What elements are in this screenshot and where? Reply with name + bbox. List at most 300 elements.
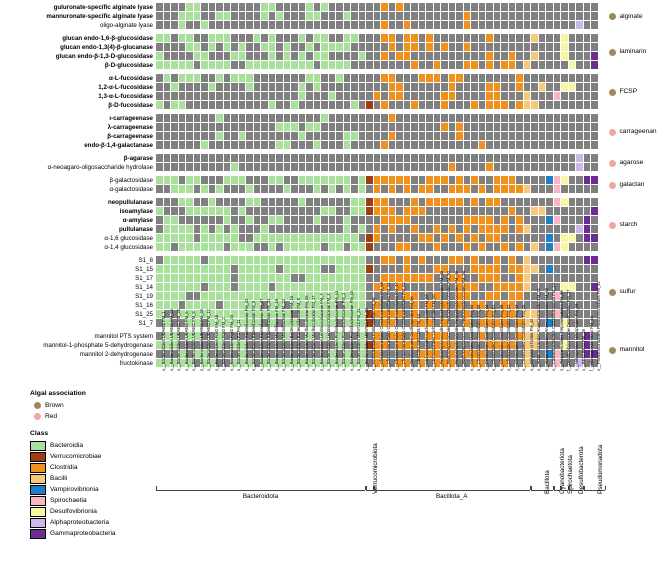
heatmap-cell [201, 92, 208, 100]
heatmap-cell [591, 256, 598, 264]
heatmap-cell [471, 283, 478, 291]
heatmap-cell [419, 92, 426, 100]
heatmap-cell [426, 52, 433, 60]
heatmap-cell [344, 176, 351, 184]
heatmap-cell [194, 225, 201, 233]
heatmap-cell [381, 114, 388, 122]
heatmap-cell [269, 154, 276, 162]
heatmap-cell [524, 101, 531, 109]
heatmap-cell [524, 265, 531, 273]
heatmap-cell [306, 154, 313, 162]
heatmap-cell [179, 274, 186, 282]
heatmap-cell [336, 3, 343, 11]
heatmap-cell [209, 101, 216, 109]
row-label: mannitol-1-phosphate 5-dehydrogenase [43, 341, 153, 349]
legend-label: Gammaproteobacteria [50, 530, 116, 537]
heatmap-cell [164, 74, 171, 82]
heatmap-cell [156, 256, 163, 264]
heatmap-cell [396, 21, 403, 29]
heatmap-cell [194, 176, 201, 184]
heatmap-cell [456, 61, 463, 69]
heatmap-cell [516, 216, 523, 224]
heatmap-cell [374, 141, 381, 149]
heatmap-cell [411, 74, 418, 82]
heatmap-cell [336, 132, 343, 140]
heatmap-cell [486, 176, 493, 184]
heatmap-cell [179, 52, 186, 60]
heatmap-cell [516, 3, 523, 11]
heatmap-cell [284, 274, 291, 282]
heatmap-cell [584, 132, 591, 140]
heatmap-cell [186, 207, 193, 215]
legend-swatch [30, 474, 46, 484]
column-label: o__Christensenellales Christensenellales FM_62 [401, 282, 406, 371]
heatmap-cell [299, 163, 306, 171]
heatmap-cell [179, 163, 186, 171]
heatmap-cell [186, 83, 193, 91]
heatmap-cell [224, 283, 231, 291]
heatmap-cell [164, 123, 171, 131]
heatmap-cell [336, 274, 343, 282]
heatmap-cell [471, 83, 478, 91]
heatmap-cell [411, 163, 418, 171]
heatmap-cell [524, 74, 531, 82]
heatmap-cell [501, 43, 508, 51]
row-label: glucan endo-1,3(4)-β-glucanase [60, 43, 153, 51]
heatmap-cell [494, 141, 501, 149]
heatmap-cell [201, 34, 208, 42]
heatmap-cell [201, 292, 208, 300]
heatmap-cell [261, 207, 268, 215]
heatmap-cell [554, 256, 561, 264]
heatmap-cell [531, 256, 538, 264]
heatmap-cell [231, 3, 238, 11]
heatmap-cell [419, 207, 426, 215]
heatmap-cell [299, 154, 306, 162]
heatmap-cell [261, 176, 268, 184]
row-label: α-amylase [122, 216, 153, 224]
heatmap-cell [524, 12, 531, 20]
heatmap-cell [329, 61, 336, 69]
heatmap-cell [201, 225, 208, 233]
heatmap-cell [269, 216, 276, 224]
heatmap-cell [539, 83, 546, 91]
heatmap-cell [374, 3, 381, 11]
heatmap-cell [554, 114, 561, 122]
heatmap-cell [396, 216, 403, 224]
heatmap-cell [209, 141, 216, 149]
heatmap-cell [434, 132, 441, 140]
heatmap-cell [239, 198, 246, 206]
heatmap-cell [246, 74, 253, 82]
heatmap-cell [396, 101, 403, 109]
heatmap-cell [441, 114, 448, 122]
heatmap-cell [254, 114, 261, 122]
heatmap-cell [426, 207, 433, 215]
heatmap-cell [479, 274, 486, 282]
heatmap-cell [486, 198, 493, 206]
heatmap-cell [441, 132, 448, 140]
heatmap-cell [411, 123, 418, 131]
heatmap-cell [494, 3, 501, 11]
heatmap-cell [419, 216, 426, 224]
column-label: o__Lachnospirales Lachnospirales FM_60 [431, 294, 436, 371]
column-label: o__Bacteroidales UBA932 FM_26 [176, 309, 181, 371]
heatmap-cell [164, 207, 171, 215]
heatmap-cell [434, 234, 441, 242]
heatmap-cell [231, 141, 238, 149]
heatmap-cell [546, 234, 553, 242]
heatmap-cell [216, 154, 223, 162]
heatmap-cell [276, 83, 283, 91]
heatmap-cell [501, 274, 508, 282]
heatmap-cell [396, 83, 403, 91]
heatmap-cell [216, 301, 223, 309]
heatmap-cell [411, 101, 418, 109]
heatmap-cell [464, 101, 471, 109]
heatmap-cell [314, 256, 321, 264]
heatmap-cell [291, 74, 298, 82]
heatmap-cell [561, 3, 568, 11]
heatmap-cell [464, 225, 471, 233]
heatmap-cell [261, 52, 268, 60]
heatmap-cell [524, 132, 531, 140]
heatmap-cell [231, 92, 238, 100]
heatmap-cell [186, 256, 193, 264]
heatmap-cell [291, 83, 298, 91]
heatmap-cell [584, 274, 591, 282]
heatmap-cell [366, 114, 373, 122]
legend-title-algal: Algal association [30, 390, 86, 397]
heatmap-cell [276, 234, 283, 242]
heatmap-cell [471, 12, 478, 20]
heatmap-cell [396, 92, 403, 100]
heatmap-cell [254, 154, 261, 162]
heatmap-cell [186, 216, 193, 224]
heatmap-cell [366, 61, 373, 69]
legend-label: Verrucomicrobiae [50, 453, 102, 460]
heatmap-cell [314, 3, 321, 11]
heatmap-cell [194, 52, 201, 60]
heatmap-cell [194, 74, 201, 82]
heatmap-cell [231, 34, 238, 42]
heatmap-cell [464, 185, 471, 193]
heatmap-cell [449, 21, 456, 29]
heatmap-cell [299, 21, 306, 29]
column-label: o__Bacteroidales Rikenellaceae FM_6 [251, 300, 256, 371]
heatmap-cell [576, 198, 583, 206]
heatmap-cell [276, 132, 283, 140]
heatmap-cell [441, 141, 448, 149]
heatmap-cell [329, 83, 336, 91]
heatmap-cell [584, 234, 591, 242]
heatmap-cell [494, 256, 501, 264]
heatmap-cell [276, 101, 283, 109]
heatmap-cell [194, 292, 201, 300]
heatmap-cell [254, 21, 261, 29]
heatmap-cell [351, 43, 358, 51]
heatmap-cell [576, 132, 583, 140]
heatmap-cell [321, 185, 328, 193]
heatmap-cell [449, 132, 456, 140]
heatmap-cell [411, 12, 418, 20]
heatmap-cell [194, 256, 201, 264]
heatmap-cell [336, 256, 343, 264]
column-label: o__Bacteroidales Lentimicrobiaceae FM_7 [318, 293, 324, 371]
heatmap-cell [419, 256, 426, 264]
heatmap-cell [254, 43, 261, 51]
heatmap-cell [306, 141, 313, 149]
heatmap-cell [359, 163, 366, 171]
heatmap-cell [299, 243, 306, 251]
column-label: o__Bacteroidales Muribaculaceae FM_17 [311, 295, 316, 371]
heatmap-cell [216, 43, 223, 51]
heatmap-cell [344, 154, 351, 162]
heatmap-cell [389, 74, 396, 82]
heatmap-cell [239, 12, 246, 20]
heatmap-cell [584, 92, 591, 100]
heatmap-cell [179, 154, 186, 162]
heatmap-cell [276, 61, 283, 69]
heatmap-cell [269, 256, 276, 264]
heatmap-cell [366, 132, 373, 140]
heatmap-cell [156, 234, 163, 242]
heatmap-cell [561, 74, 568, 82]
heatmap-cell [554, 243, 561, 251]
heatmap-cell [276, 243, 283, 251]
heatmap-cell [374, 216, 381, 224]
heatmap-cell [494, 123, 501, 131]
heatmap-cell [479, 92, 486, 100]
heatmap-cell [201, 198, 208, 206]
heatmap-cell [374, 52, 381, 60]
phylum-label: Verrucomicrobiota [371, 443, 379, 494]
heatmap-cell [351, 101, 358, 109]
heatmap-cell [531, 243, 538, 251]
heatmap-cell [584, 101, 591, 109]
heatmap-cell [494, 52, 501, 60]
heatmap-cell [366, 141, 373, 149]
heatmap-cell [561, 92, 568, 100]
heatmap-cell [224, 225, 231, 233]
heatmap-cell [434, 207, 441, 215]
heatmap-cell [516, 141, 523, 149]
heatmap-cell [486, 43, 493, 51]
heatmap-cell [531, 176, 538, 184]
heatmap-cell [486, 21, 493, 29]
heatmap-cell [359, 3, 366, 11]
heatmap-cell [291, 34, 298, 42]
heatmap-cell [389, 132, 396, 140]
heatmap-cell [539, 92, 546, 100]
heatmap-cell [269, 198, 276, 206]
heatmap-cell [546, 198, 553, 206]
heatmap-cell [569, 141, 576, 149]
heatmap-cell [584, 34, 591, 42]
heatmap-cell [231, 114, 238, 122]
heatmap-cell [171, 141, 178, 149]
heatmap-cell [344, 265, 351, 273]
heatmap-cell [171, 52, 178, 60]
legend-swatch [30, 441, 46, 451]
heatmap-cell [231, 207, 238, 215]
heatmap-cell [366, 92, 373, 100]
heatmap-cell [389, 141, 396, 149]
heatmap-cell [299, 234, 306, 242]
heatmap-cell [351, 243, 358, 251]
heatmap-cell [336, 43, 343, 51]
heatmap-cell [554, 154, 561, 162]
heatmap-cell [336, 163, 343, 171]
heatmap-cell [561, 256, 568, 264]
heatmap-cell [321, 265, 328, 273]
heatmap-cell [216, 163, 223, 171]
column-label: o__Bacteroidales Rikenellaceae FM_31 [266, 298, 271, 371]
heatmap-cell [381, 3, 388, 11]
heatmap-cell [231, 154, 238, 162]
column-label: o__Bacteroidales UBA955 FM_1 [161, 311, 166, 371]
heatmap-cell [576, 256, 583, 264]
heatmap-cell [284, 101, 291, 109]
heatmap-cell [164, 52, 171, 60]
heatmap-cell [344, 34, 351, 42]
heatmap-cell [561, 123, 568, 131]
heatmap-cell [374, 21, 381, 29]
heatmap-cell [591, 243, 598, 251]
heatmap-cell [366, 216, 373, 224]
heatmap-cell [314, 101, 321, 109]
heatmap-cell [419, 12, 426, 20]
heatmap-cell [576, 61, 583, 69]
heatmap-cell [164, 185, 171, 193]
heatmap-cell [509, 43, 516, 51]
heatmap-cell [344, 185, 351, 193]
heatmap-cell [261, 163, 268, 171]
heatmap-cell [539, 185, 546, 193]
heatmap-cell [156, 154, 163, 162]
phylum-label: Pseudomonadota [596, 444, 604, 494]
heatmap-cell [531, 225, 538, 233]
column-label: o__Clostridiales Clostridiales FM_45 [521, 304, 526, 371]
heatmap-cell [494, 243, 501, 251]
heatmap-cell [591, 198, 598, 206]
heatmap-cell [411, 3, 418, 11]
heatmap-cell [591, 207, 598, 215]
heatmap-cell [254, 274, 261, 282]
algal-association-dot [609, 222, 616, 229]
phylum-bracket-tick [374, 486, 375, 490]
heatmap-cell [396, 141, 403, 149]
heatmap-cell [396, 52, 403, 60]
heatmap-cell [246, 43, 253, 51]
heatmap-cell [396, 207, 403, 215]
heatmap-cell [546, 74, 553, 82]
heatmap-cell [299, 43, 306, 51]
heatmap-cell [156, 123, 163, 131]
heatmap-cell [329, 123, 336, 131]
heatmap-cell [239, 163, 246, 171]
heatmap-cell [321, 283, 328, 291]
heatmap-cell [494, 274, 501, 282]
heatmap-cell [291, 274, 298, 282]
heatmap-cell [561, 34, 568, 42]
heatmap-cell [389, 185, 396, 193]
heatmap-cell [231, 216, 238, 224]
heatmap-cell [201, 216, 208, 224]
heatmap-cell [291, 198, 298, 206]
heatmap-cell [164, 83, 171, 91]
heatmap-cell [501, 243, 508, 251]
heatmap-cell [434, 21, 441, 29]
heatmap-cell [509, 216, 516, 224]
heatmap-cell [569, 83, 576, 91]
heatmap-cell [546, 185, 553, 193]
heatmap-cell [366, 265, 373, 273]
heatmap-cell [261, 274, 268, 282]
heatmap-cell [449, 83, 456, 91]
heatmap-cell [419, 225, 426, 233]
heatmap-cell [329, 34, 336, 42]
legend-swatch [30, 518, 46, 528]
heatmap-cell [411, 34, 418, 42]
heatmap-cell [516, 265, 523, 273]
heatmap-cell [216, 34, 223, 42]
heatmap-cell [239, 176, 246, 184]
heatmap-cell [441, 101, 448, 109]
heatmap-cell [494, 61, 501, 69]
heatmap-cell [569, 114, 576, 122]
heatmap-cell [254, 234, 261, 242]
heatmap-cell [479, 185, 486, 193]
heatmap-cell [156, 198, 163, 206]
heatmap-cell [479, 12, 486, 20]
heatmap-cell [389, 114, 396, 122]
heatmap-cell [419, 114, 426, 122]
heatmap-cell [291, 114, 298, 122]
heatmap-cell [269, 101, 276, 109]
substrate-label: alginate [619, 12, 643, 20]
heatmap-cell [539, 52, 546, 60]
heatmap-cell [254, 92, 261, 100]
heatmap-cell [464, 234, 471, 242]
heatmap-cell [359, 154, 366, 162]
heatmap-cell [171, 43, 178, 51]
heatmap-cell [494, 163, 501, 171]
heatmap-cell [569, 176, 576, 184]
heatmap-cell [186, 52, 193, 60]
heatmap-cell [186, 101, 193, 109]
heatmap-cell [329, 234, 336, 242]
heatmap-cell [404, 34, 411, 42]
heatmap-cell [201, 265, 208, 273]
heatmap-cell [456, 207, 463, 215]
heatmap-cell [509, 274, 516, 282]
heatmap-cell [396, 243, 403, 251]
heatmap-cell [509, 154, 516, 162]
heatmap-cell [351, 216, 358, 224]
heatmap-cell [576, 74, 583, 82]
heatmap-cell [576, 123, 583, 131]
heatmap-cell [501, 92, 508, 100]
heatmap-cell [449, 101, 456, 109]
legend-label: Spirochaetia [50, 497, 87, 504]
heatmap-cell [426, 92, 433, 100]
heatmap-cell [194, 34, 201, 42]
legend-item [30, 528, 200, 539]
heatmap-cell [194, 265, 201, 273]
heatmap-cell [546, 265, 553, 273]
heatmap-cell [321, 92, 328, 100]
